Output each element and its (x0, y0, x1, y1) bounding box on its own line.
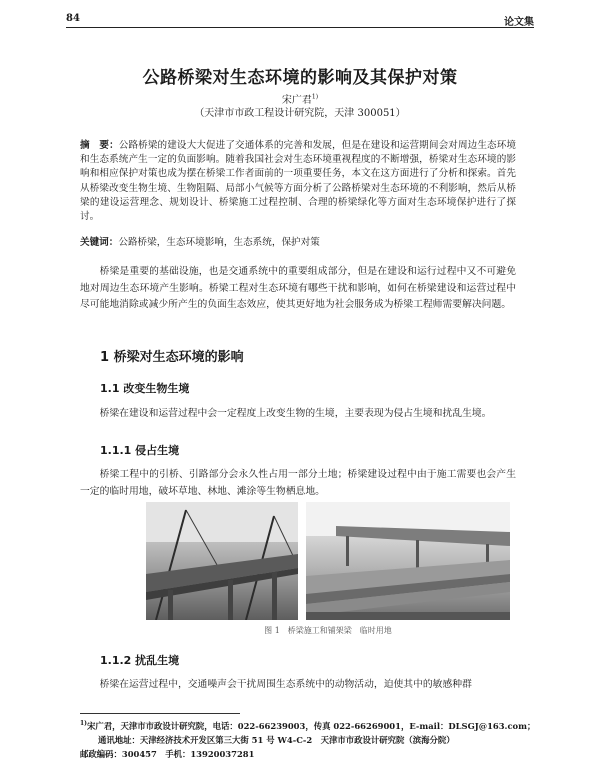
footnote-divider (80, 713, 240, 714)
abstract-label: 摘 要： (80, 140, 119, 151)
section-heading-1: 1 桥梁对生态环境的影响 (100, 350, 244, 365)
beam-yard-temporary-land-photo (306, 502, 510, 620)
paragraph-1-1-2: 桥梁在运营过程中，交通噪声会干扰周围生态系统中的动物活动，迫使其中的敏感种群 (99, 679, 472, 690)
footnote (80, 717, 540, 761)
author-footnote-mark: 1) (311, 93, 319, 101)
abstract (80, 139, 516, 224)
abstract-text: 公路桥梁的建设大大促进了交通体系的完善和发展，但是在建设和运营期间会对周边生态环境和生态系统产生一定的负面影响。随着我国社会对生态环境重视程度的不断增强，桥梁对生态环境的影响和相应保护对策也成为摆在桥梁工作者面前的一项重要任务，本文在这方面进行了分析和探索。首先从桥梁改变生物生境、生物阻隔、局部小气候等方面分析了公路桥梁对生态环境的不利影响，然后从桥梁的建设运营理念、规划设计、桥梁施工过程控制、合理的桥梁绿化等方面对生态环境保护进行了探讨。 (80, 140, 517, 223)
keywords-text: 公路桥梁，生态环境影响，生态系统，保护对策 (118, 237, 320, 248)
page-header (66, 10, 534, 28)
footnote-contact: 宋广君，天津市市政设计研究院，电话：022-66239003，传真 022-66269001，E-mail：DLSGJ@163.com； (87, 720, 536, 731)
section-name: 论文集 (504, 17, 534, 28)
author-name: 宋广君 (281, 95, 312, 106)
subsubsection-heading-1-1-2: 1.1.2 扰乱生境 (100, 654, 180, 667)
subsection-heading-1-1: 1.1 改变生物生境 (100, 382, 190, 395)
keywords (80, 236, 516, 250)
figure-1 (146, 502, 510, 620)
affiliation: （天津市市政工程设计研究院，天津 300051） (194, 108, 406, 119)
page-number: 84 (66, 13, 80, 24)
footnote-mark: 1) (80, 720, 88, 727)
figure-1-caption: 图 1 桥梁施工和铺架梁 临时用地 (264, 626, 392, 635)
keywords-label: 关键词： (80, 237, 119, 248)
paragraph-1-1: 桥梁在建设和运营过程中会一定程度上改变生物的生境，主要表现为侵占生境和扰乱生境。 (99, 408, 492, 419)
article-title: 公路桥梁对生态环境的影响及其保护对策 (142, 68, 458, 88)
paragraph-1-1-1: 桥梁工程中的引桥、引路部分会永久性占用一部分土地；桥梁建设过程中由于施工需要也会产生一定的临时用地，破坏草地、林地、滩涂等生物栖息地。 (80, 469, 516, 497)
intro-paragraph: 桥梁是重要的基础设施，也是交通系统中的重要组成部分，但是在建设和运行过程中又不可避免地对周边生态环境产生影响。桥梁工程对生态环境有哪些干扰和影响，如何在桥梁建设和运营过程中尽可能地消除或减少所产生的负面生态效应，使其更好地为社会服务成为桥梁工程师需要解决问题。 (80, 266, 516, 310)
footnote-line-2: 通讯地址：天津经济技术开发区第三大街 51 号 W4-C-2 天津市市政设计研究院（滨海分院） (98, 734, 455, 745)
footnote-line-1 (80, 717, 540, 733)
bridge-construction-photo (146, 502, 298, 620)
footnote-line-3: 邮政编码：300457 手机：13920037281 (80, 748, 255, 759)
subsubsection-heading-1-1-1: 1.1.1 侵占生境 (100, 444, 180, 457)
